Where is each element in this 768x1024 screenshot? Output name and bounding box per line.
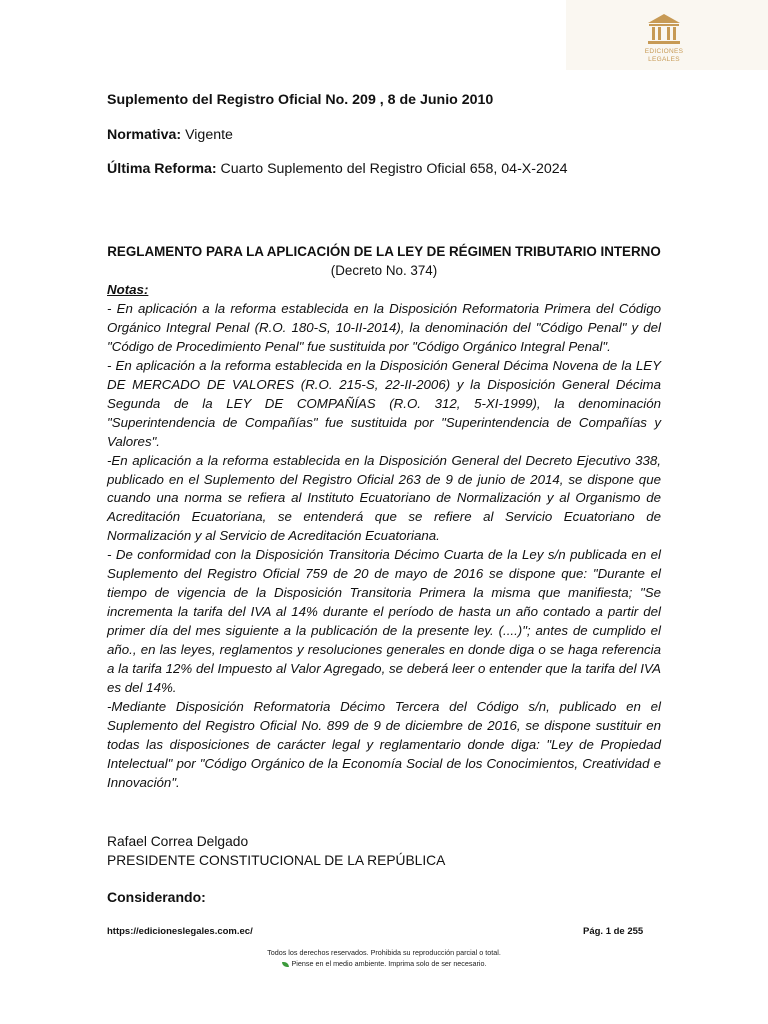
normativa-label: Normativa: <box>107 127 182 143</box>
note-item: - De conformidad con la Disposición Transitoria Décimo Cuarta de la Ley s/n publicada en el Suplemento del Registro Oficial 759 de 20 de mayo de 2016 se dispone que: "Durante el tiempo de vigencia de la Disposición Transitoria Primera la misma que manifiesta; "Se incrementa la tarifa del IVA al 14% durante el período de hasta un año contado a partir del primer día del mes siguiente a la publicación de la presente ley. (....)"; antes de cumplido el año., en las leyes, reglamentos y resoluciones generales en donde diga o se haga referencia a la tarifa 12% del Impuesto al Valor Agregado, se deberá leer o entender que la tarifa del IVA es del 14%. <box>107 547 661 696</box>
footer-env: Piense en el medio ambiente. Imprima solo de ser necesario. <box>291 959 487 968</box>
source-text: Suplemento del Registro Oficial No. 209 , 8 de Junio 2010 <box>107 92 494 108</box>
notes-title: Notas: <box>107 282 149 297</box>
reforma-line <box>107 161 568 177</box>
reforma-label: Última Reforma: <box>107 161 217 177</box>
reforma-value: Cuarto Suplemento del Registro Oficial 658, 04-X-2024 <box>220 161 568 177</box>
note-item: - En aplicación a la reforma establecida en la Disposición General Décima Novena de la LEY DE MERCADO DE VALORES (R.O. 215-S, 22-II-2006) y la Disposición General Décima Segunda de la LEY DE COMPAÑÍAS (R.O. 312, 5-XI-1999), la denominación "Superintendencia de Compañías" fue sustituida por "Superintendencia de Compañías y Valores". <box>107 357 661 449</box>
temple-logo-icon <box>646 12 682 46</box>
document-title: REGLAMENTO PARA LA APLICACIÓN DE LA LEY DE RÉGIMEN TRIBUTARIO INTERNO <box>107 244 661 259</box>
normativa-line <box>107 127 233 143</box>
note-item: - En aplicación a la reforma establecida en la Disposición Reformatoria Primera del Código Orgánico Integral Penal (R.O. 180-S, 10-II-2014), la denominación del "Código Penal" y del "Código de Procedimiento Penal" fue sustituida por "Código Orgánico Integral Penal". <box>107 300 661 354</box>
decree-number: (Decreto No. 374) <box>330 263 438 278</box>
footer-env-line <box>107 959 661 968</box>
page-number: Pág. 1 de 255 <box>583 926 644 937</box>
logo-line-1: EDICIONES <box>644 48 684 55</box>
footer-rights: Todos los derechos reservados. Prohibida su reproducción parcial o total. <box>267 948 501 957</box>
logo-line-2: LEGALES <box>648 56 680 63</box>
note-item: -En aplicación a la reforma establecida en la Disposición General del Decreto Ejecutivo 338, publicado en el Suplemento del Registro Oficial 263 de 9 de junio de 2014, se dispone que cuando una norma se refiera al Instituto Ecuatoriano de Normalización y al Organismo de Acreditación Ecuatoriana, se entenderá que se refiere al Servicio Ecuatoriano de Normalización y al Servicio de Acreditación Ecuatoriana. <box>107 452 661 544</box>
signatory-name: Rafael Correa Delgado <box>107 834 249 849</box>
considerando-heading: Considerando: <box>107 889 206 905</box>
notes-section <box>107 281 661 793</box>
footer-url[interactable]: https://edicioneslegales.com.ec/ <box>107 926 253 937</box>
normativa-value: Vigente <box>185 127 233 143</box>
logo-text <box>636 48 692 64</box>
note-item: -Mediante Disposición Reformatoria Décimo Tercera del Código s/n, publicado en el Suplemento del Registro Oficial No. 899 de 9 de diciembre de 2016, se dispone sustituir en todas las disposiciones de carácter legal y reglamentario donde diga: "Ley de Propiedad Intelectual" por "Código Orgánico de la Economía Social de los Conocimientos, Creatividad e Innovación". <box>107 698 661 790</box>
signatory-title: PRESIDENTE CONSTITUCIONAL DE LA REPÚBLICA <box>107 853 446 868</box>
leaf-icon <box>282 962 289 967</box>
source-line <box>107 92 493 108</box>
